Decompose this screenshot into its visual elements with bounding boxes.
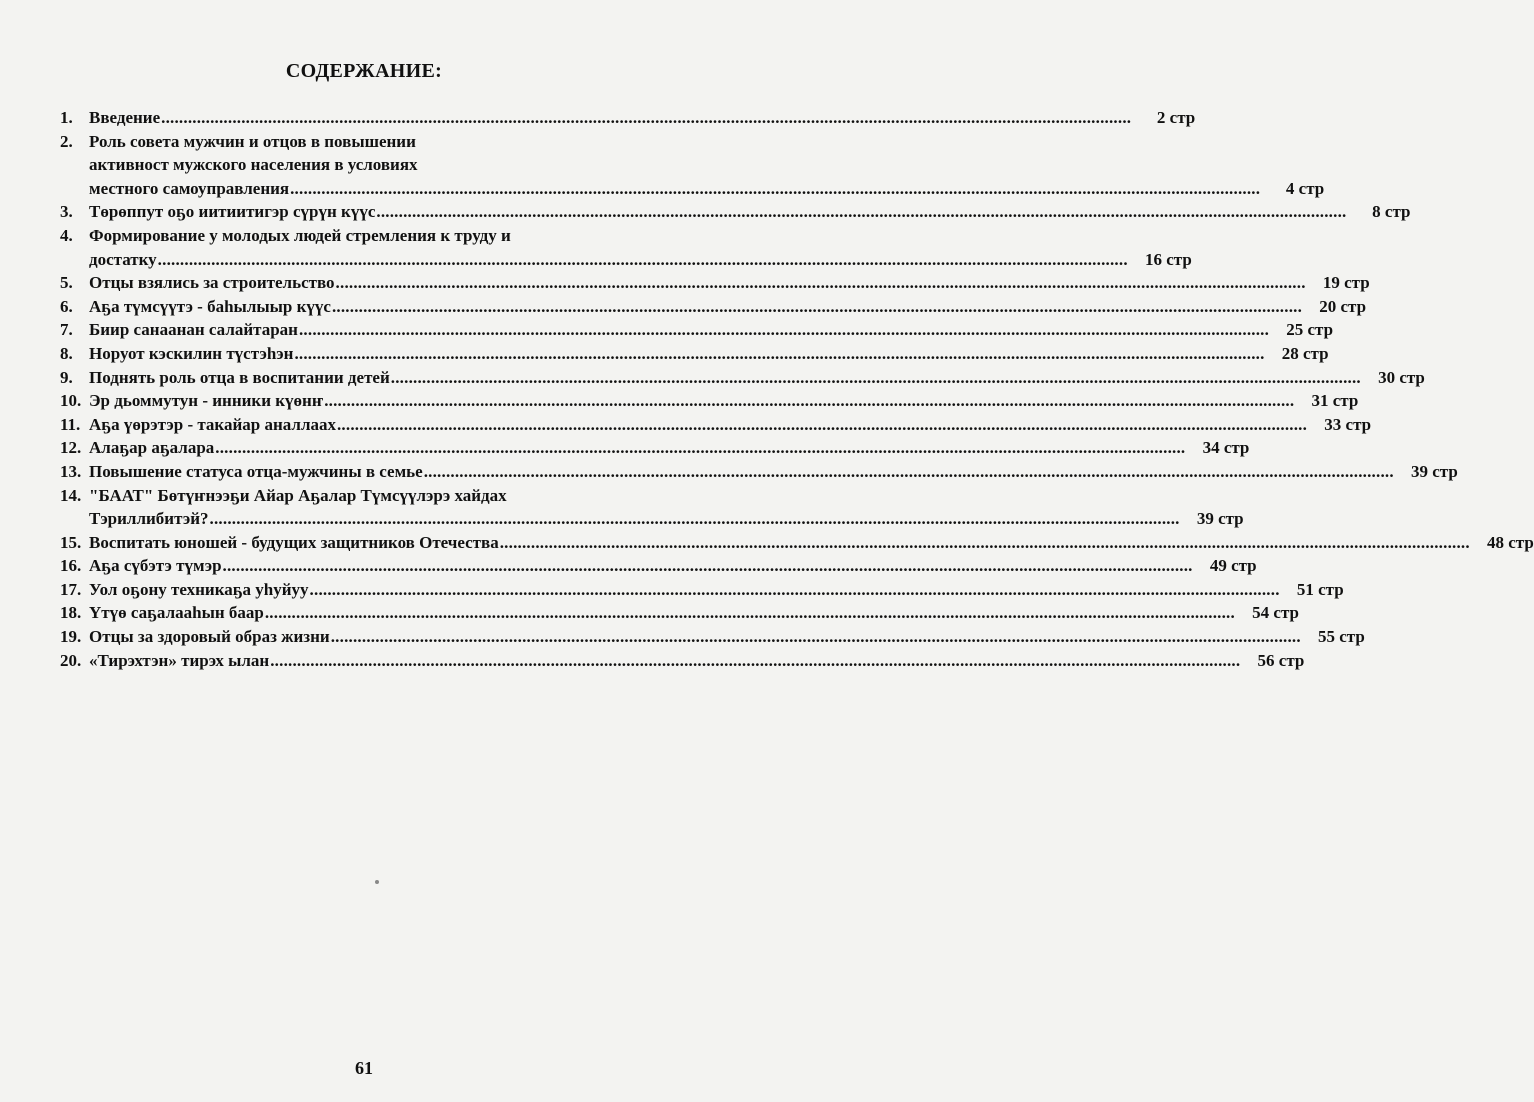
toc-entry-number: 10.	[60, 391, 82, 411]
toc-entry	[60, 389, 1359, 413]
toc-entry-page: 16 стр	[1144, 249, 1192, 269]
toc-entry-page: 34 стр	[1202, 438, 1250, 458]
toc-entry-page: 39 стр	[1196, 509, 1244, 529]
toc-entry-number: 12.	[60, 438, 82, 458]
toc-entry-page: 56 стр	[1257, 650, 1305, 670]
toc-entry-page: 30 стр	[1378, 367, 1425, 387]
toc-leader-dots	[337, 413, 1307, 437]
toc-entry-title: достатку	[89, 249, 157, 269]
toc-entry	[60, 224, 1192, 271]
toc-entry-title: «Тирэхтэн» тирэх ылан	[89, 650, 270, 670]
toc-entry-page: 4 стр	[1285, 178, 1325, 198]
toc-entry-line	[60, 531, 1534, 555]
toc-entry-title: Роль совета мужчин и отцов в повышении	[89, 131, 416, 151]
toc-entry-page: 19 стр	[1322, 273, 1370, 293]
toc-entry-title: Норуот кэскилин түстэһэн	[89, 343, 294, 363]
toc-entry-number: 18.	[60, 603, 82, 623]
toc-leader-dots	[391, 366, 1361, 390]
toc-entry-line	[60, 484, 690, 508]
toc-leader-dots	[424, 460, 1394, 484]
scan-speck	[375, 880, 379, 884]
toc-entry	[60, 366, 1425, 390]
toc-entry-line	[60, 318, 1334, 342]
toc-entry-line	[60, 554, 1257, 578]
toc-entry-page: 20 стр	[1319, 296, 1367, 316]
toc-entry-title: Эр дьоммутун - инники күөнҥ	[89, 391, 324, 411]
toc-entry	[60, 436, 1250, 460]
toc-leader-dots	[332, 295, 1302, 319]
toc-entry	[60, 578, 1344, 602]
toc-entry-title: местного самоуправления	[89, 178, 290, 198]
toc-entry-title: Аҕа түмсүүтэ - баһылыыр күүс	[89, 296, 331, 316]
toc-entry	[60, 106, 1196, 130]
toc-leader-dots	[336, 271, 1306, 295]
toc-leader-dots	[324, 389, 1294, 413]
toc-leader-dots	[215, 436, 1185, 460]
toc-entry-title: Алаҕар аҕалара	[89, 438, 215, 458]
toc-entry-number: 4.	[60, 225, 73, 245]
toc-entry-page: 33 стр	[1324, 414, 1372, 434]
toc-entry-title: Биир санаанан салайтаран	[89, 320, 298, 340]
toc-entry-number: 8.	[60, 343, 73, 363]
toc-entry-title: Үтүө саҕалааһын баар	[89, 603, 264, 623]
toc-entry-number: 16.	[60, 556, 82, 576]
toc-entry-page: 48 стр	[1487, 532, 1534, 552]
toc-leader-dots	[223, 554, 1193, 578]
toc-entry-title: Формирование у молодых людей стремления к труду и	[89, 225, 511, 245]
toc-entry-title: Уол оҕону техникаҕа уһуйуу	[89, 579, 309, 599]
toc-entry-page: 8 стр	[1372, 202, 1411, 222]
toc-entry-title: Воспитать юношей - будущих защитников Отечества	[89, 532, 499, 552]
toc-entry-number: 15.	[60, 532, 82, 552]
toc-entry-number: 17.	[60, 579, 82, 599]
toc-entry-line	[60, 625, 1365, 649]
toc-entry	[60, 554, 1257, 578]
toc-entry-line	[60, 436, 1250, 460]
toc-entry-page: 54 стр	[1252, 603, 1299, 623]
toc-entry-line	[60, 413, 1372, 437]
toc-entry-title: Введение	[89, 108, 161, 127]
toc-entry	[60, 200, 1411, 224]
toc-leader-dots	[158, 248, 1128, 272]
toc-entry-line	[60, 106, 1196, 130]
toc-entry-line	[60, 649, 1305, 673]
toc-entry	[60, 649, 1305, 673]
toc-entry-line	[60, 248, 1192, 272]
toc-entry-line	[60, 224, 690, 248]
toc-entry	[60, 531, 1534, 555]
toc-entry-number: 7.	[60, 320, 73, 340]
toc-entry-title: Тэриллибитэй?	[89, 509, 209, 529]
toc-entry-page: 25 стр	[1286, 320, 1334, 340]
toc-entry	[60, 601, 1299, 625]
toc-entry-number: 14.	[60, 485, 82, 505]
toc-entry-line	[60, 366, 1425, 390]
toc-entry-title: "БААТ" Бөтүҥнээҕи Айар Аҕалар Түмсүүлэрэ хайдах	[89, 485, 507, 505]
toc-entry-number: 6.	[60, 296, 73, 316]
toc-entry-title: Поднять роль отца в воспитании детей	[89, 367, 390, 387]
toc-entry-page: 39 стр	[1411, 461, 1458, 481]
toc-entry	[60, 413, 1372, 437]
toc-entry	[60, 342, 1329, 366]
toc-entry-title: Аҕа үөрэтэр - такайар аналлаах	[89, 414, 336, 434]
toc-entry-line	[60, 578, 1344, 602]
toc-entry-page: 31 стр	[1311, 391, 1359, 411]
toc-entry	[60, 295, 1367, 319]
toc-leader-dots	[299, 318, 1269, 342]
toc-entry-number: 9.	[60, 367, 73, 387]
toc-entry-line	[60, 389, 1359, 413]
toc-leader-dots	[270, 649, 1240, 673]
toc-entry-line	[60, 295, 1367, 319]
toc-entry-title: Отцы взялись за строительство	[89, 273, 335, 293]
toc-entry	[60, 625, 1365, 649]
toc-leader-dots	[265, 601, 1235, 625]
toc-entry-title: активност мужского населения в условиях	[89, 155, 418, 175]
toc-leader-dots	[161, 106, 1131, 130]
toc-entry-line	[60, 130, 690, 154]
toc-entry-page: 55 стр	[1318, 627, 1365, 647]
toc-entry-title: Аҕа сүбэтэ түмэр	[89, 556, 222, 576]
toc-entry-line	[60, 200, 1411, 224]
toc-leader-dots	[290, 177, 1260, 201]
toc-entry-number: 11.	[60, 414, 81, 434]
toc-entry-title: Отцы за здоровый образ жизни	[89, 627, 330, 647]
toc-entry-line	[60, 601, 1299, 625]
page-title: СОДЕРЖАНИЕ:	[285, 60, 443, 82]
toc-entry-line	[60, 153, 690, 177]
table-of-contents	[60, 106, 1534, 672]
toc-leader-dots	[210, 507, 1180, 531]
toc-leader-dots	[376, 200, 1346, 224]
toc-entry-line	[60, 271, 1370, 295]
toc-entry	[60, 130, 1325, 201]
toc-entry-line	[60, 460, 1458, 484]
toc-entry-line	[60, 342, 1329, 366]
toc-entry-line	[60, 507, 1244, 531]
toc-entry-line	[60, 177, 1325, 201]
toc-entry-page: 49 стр	[1209, 556, 1257, 576]
toc-entry-number: 19.	[60, 627, 82, 647]
toc-entry	[60, 271, 1370, 295]
toc-leader-dots	[331, 625, 1301, 649]
toc-entry-page: 28 стр	[1281, 343, 1329, 363]
toc-entry	[60, 318, 1334, 342]
toc-entry-number: 5.	[60, 273, 73, 293]
toc-entry	[60, 484, 1244, 531]
toc-entry-number: 2.	[60, 131, 73, 151]
toc-entry-number: 20.	[60, 650, 82, 670]
toc-entry-number: 13.	[60, 461, 82, 481]
toc-entry-page: 2 стр	[1156, 108, 1196, 127]
toc-entry-number: 1.	[60, 108, 73, 127]
toc-entry-title: Повышение статуса отца-мужчины в семье	[89, 461, 423, 481]
toc-leader-dots	[294, 342, 1264, 366]
toc-entry-page: 51 стр	[1296, 579, 1344, 599]
page-number: 61	[355, 1058, 373, 1078]
toc-leader-dots	[500, 531, 1470, 555]
toc-leader-dots	[310, 578, 1280, 602]
toc-entry-number: 3.	[60, 202, 73, 222]
toc-entry-title: Төрөппут оҕо иитиитигэр сүрүн күүс	[89, 202, 376, 222]
toc-entry	[60, 460, 1458, 484]
